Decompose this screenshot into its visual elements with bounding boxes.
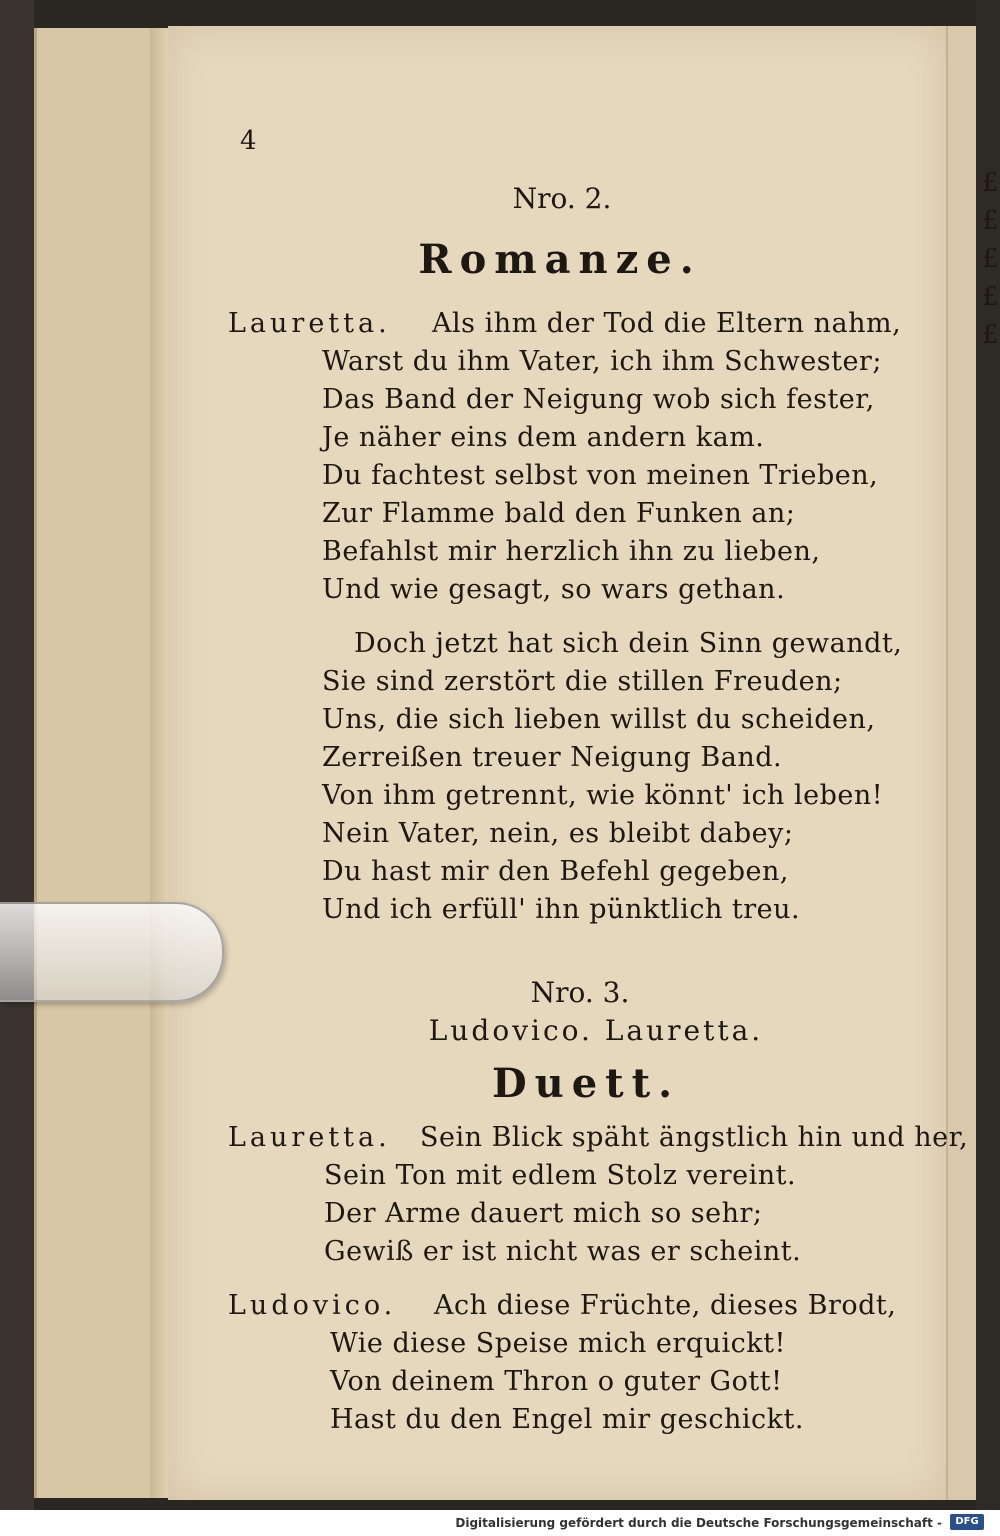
section-title: Duett. bbox=[491, 1060, 681, 1107]
speaker-label: Lauretta. bbox=[228, 1122, 391, 1153]
verse-line: Du hast mir den Befehl gegeben, bbox=[322, 856, 790, 887]
section-number: Nro. 2. bbox=[512, 182, 612, 215]
dfg-logo: DFG bbox=[950, 1514, 984, 1530]
scanner-background-left bbox=[0, 0, 34, 1510]
verse-line: Je näher eins dem andern kam. bbox=[322, 422, 765, 453]
speaker-label: Ludovico. bbox=[228, 1290, 397, 1321]
verse-line: Gewiß er ist nicht was er scheint. bbox=[324, 1236, 802, 1267]
section-number: Nro. 3. bbox=[530, 976, 630, 1009]
facing-page-glyph: £ bbox=[982, 282, 999, 312]
verse-line: Nein Vater, nein, es bleibt dabey; bbox=[322, 818, 794, 849]
verse-line: Von ihm getrennt, wie könnt' ich leben! bbox=[322, 780, 884, 811]
facing-page-glyph: £ bbox=[982, 244, 999, 274]
verse-line: Befahlst mir herzlich ihn zu lieben, bbox=[322, 536, 821, 567]
verse-line: Warst du ihm Vater, ich ihm Schwester; bbox=[322, 346, 882, 377]
verse-line: Von deinem Thron o guter Gott! bbox=[330, 1366, 783, 1397]
page-number: 4 bbox=[240, 126, 257, 156]
verse-line: Sein Blick späht ängstlich hin und her, bbox=[420, 1122, 969, 1153]
section-title: Romanze. bbox=[418, 236, 702, 283]
book-binding bbox=[34, 28, 167, 1498]
facing-page-glyph: £ bbox=[982, 320, 999, 350]
verse-line: Zerreißen treuer Neigung Band. bbox=[322, 742, 783, 773]
verse-line: Der Arme dauert mich so sehr; bbox=[324, 1198, 763, 1229]
verse-line: Uns, die sich lieben willst du scheiden, bbox=[322, 704, 876, 735]
verse-line: Wie diese Speise mich erquickt! bbox=[330, 1328, 786, 1359]
speaker-label: Lauretta. bbox=[228, 308, 391, 339]
verse-line: Ach diese Früchte, dieses Brodt, bbox=[434, 1290, 897, 1321]
verse-line: Zur Flamme bald den Funken an; bbox=[322, 498, 796, 529]
digitization-credit: Digitalisierung gefördert durch die Deutsche Forschungsgemeinschaft - bbox=[455, 1516, 942, 1530]
facing-page-glyph: £ bbox=[982, 168, 999, 198]
verse-line: Sein Ton mit edlem Stolz vereint. bbox=[324, 1160, 797, 1191]
verse-line: Und wie gesagt, so wars gethan. bbox=[322, 574, 786, 605]
verse-line: Das Band der Neigung wob sich fester, bbox=[322, 384, 875, 415]
glass-page-clip bbox=[0, 902, 224, 1002]
verse-line: Doch jetzt hat sich dein Sinn gewandt, bbox=[354, 628, 903, 659]
section-subtitle: Ludovico. Lauretta. bbox=[428, 1014, 764, 1047]
facing-page-edge bbox=[946, 26, 978, 1500]
verse-line: Sie sind zerstört die stillen Freuden; bbox=[322, 666, 843, 697]
verse-line: Und ich erfüll' ihn pünktlich treu. bbox=[322, 894, 801, 925]
verse-line: Hast du den Engel mir geschickt. bbox=[330, 1404, 804, 1435]
facing-page-glyph: £ bbox=[982, 206, 999, 236]
verse-line: Als ihm der Tod die Eltern nahm, bbox=[432, 308, 902, 339]
verse-line: Du fachtest selbst von meinen Trieben, bbox=[322, 460, 879, 491]
